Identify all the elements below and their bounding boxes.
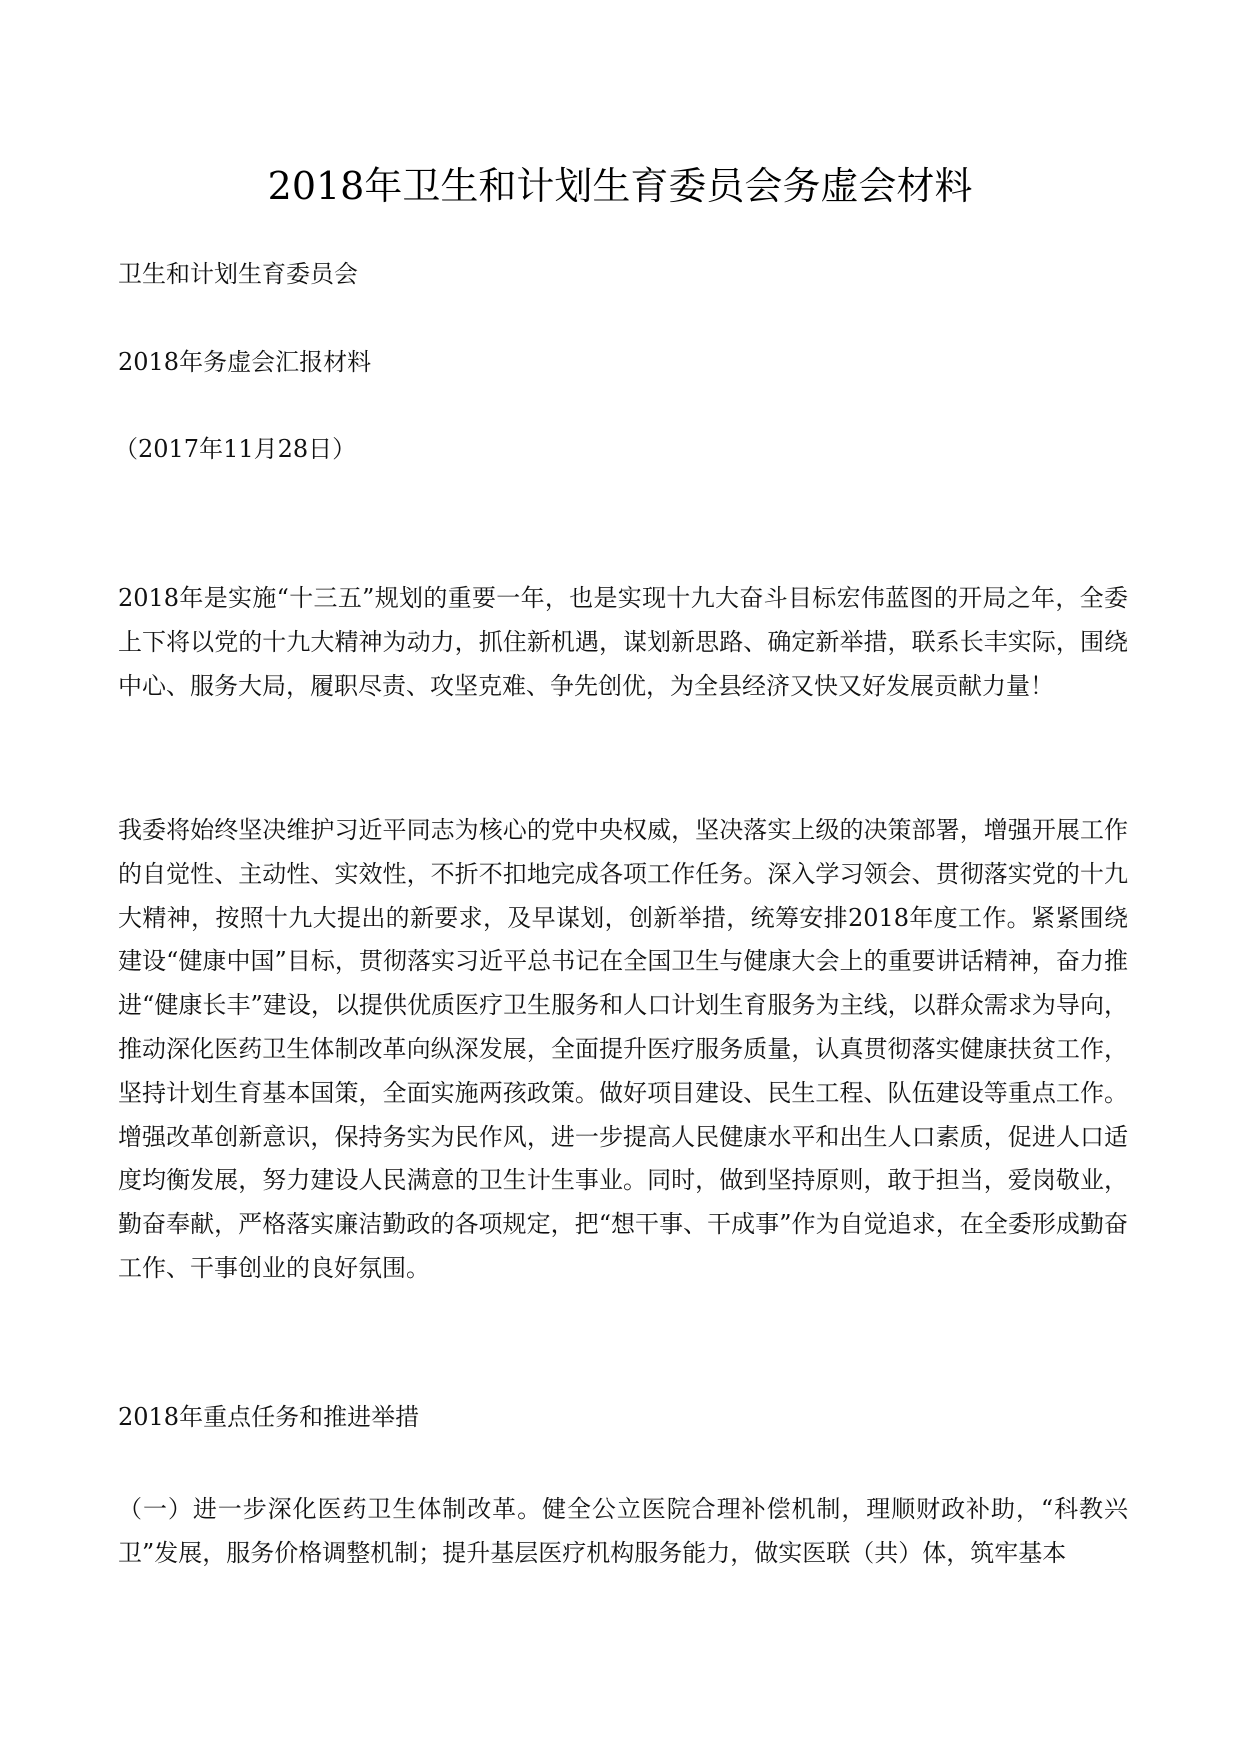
section-heading: 2018年重点任务和推进举措 [118,1403,420,1431]
document-title: 2018年卫生和计划生育委员会务虚会材料 [267,164,973,208]
organization-name: 卫生和计划生育委员会 [118,260,358,288]
paragraph-commitment: 我委将始终坚决维护习近平同志为核心的党中央权威，坚决落实上级的决策部署，增强开展工作的自觉性、主动性、实效性，不折不扣地完成各项工作任务。深入学习领会、贯彻落实党的十九大精神，按照十九大提出的新要求，及早谋划，创新举措，统筹安排2018年度工作。紧紧围绕建设“健康中国”目标，贯彻落实习近平总书记在全国卫生与健康大会上的重要讲话精神，奋力推进“健康长丰”建设，以提供优质医疗卫生服务和人口计划生育服务为主线，以群众需求为导向，推动深化医药卫生体制改革向纵深发展，全面提升医疗服务质量，认真贯彻落实健康扶贫工作，坚持计划生育基本国策，全面实施两孩政策。做好项目建设、民生工程、队伍建设等重点工作。增强改革创新意识，保持务实为民作风，进一步提高人民健康水平和出生人口素质，促进人口适度均衡发展，努力建设人民满意的卫生计生事业。同时，做到坚持原则，敢于担当，爱岗敬业，勤奋奉献，严格落实廉洁勤政的各项规定，把“想干事、干成事”作为自觉追求，在全委形成勤奋工作、干事创业的良好氛围。 [118,816,1128,1282]
report-subtitle: 2018年务虚会汇报材料 [118,348,372,376]
paragraph-task-one: （一）进一步深化医药卫生体制改革。健全公立医院合理补偿机制，理顺财政补助，“科教兴卫”发展，服务价格调整机制；提升基层医疗机构服务能力，做实医联（共）体，筑牢基本 [118,1495,1128,1567]
paragraph-intro: 2018年是实施“十三五”规划的重要一年，也是实现十九大奋斗目标宏伟蓝图的开局之年，全委上下将以党的十九大精神为动力，抓住新机遇，谋划新思路、确定新举措，联系长丰实际，围绕中心、服务大局，履职尽责、攻坚克难、争先创优，为全县经济又快又好发展贡献力量！ [118,584,1128,700]
report-date: （2017年11月28日） [114,435,357,463]
